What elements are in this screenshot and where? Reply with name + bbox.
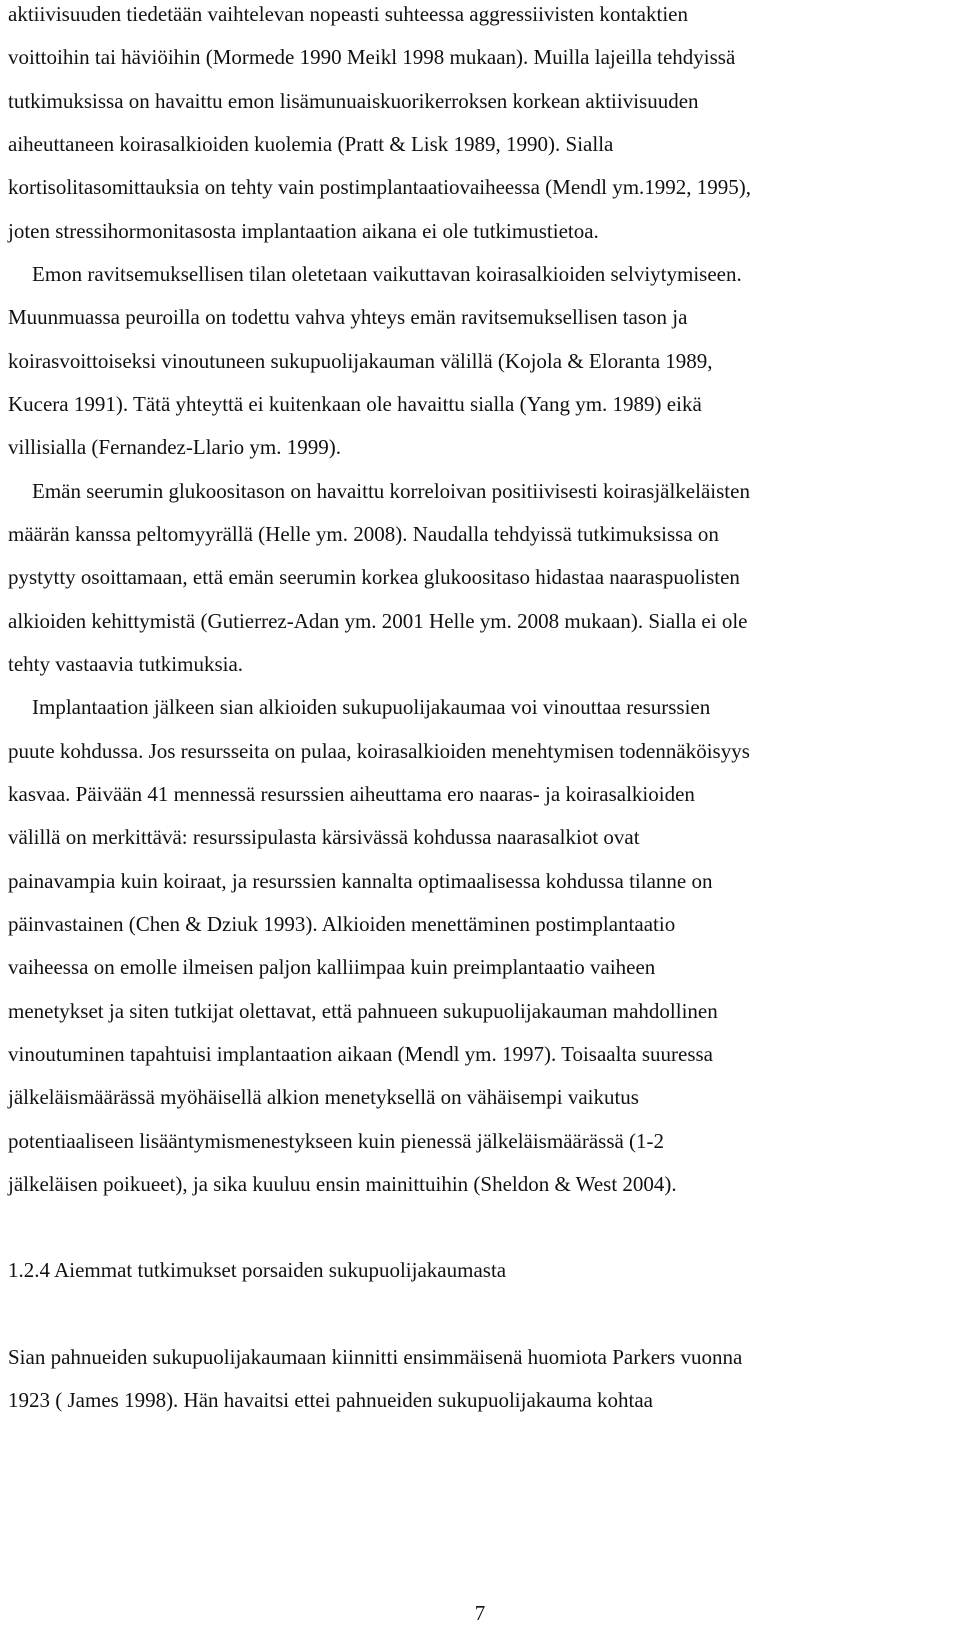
text-line: kortisolitasomittauksia on tehty vain postimplantaatiovaiheessa (Mendl ym.1992, 1995), bbox=[8, 175, 752, 199]
text-line: Kucera 1991). Tätä yhteyttä ei kuitenkaan ole havaittu sialla (Yang ym. 1989) eikä bbox=[8, 392, 702, 416]
text-line: Implantaation jälkeen sian alkioiden sukupuolijakaumaa voi vinouttaa resurssien bbox=[32, 695, 711, 719]
text-line: villisialla (Fernandez-Llario ym. 1999). bbox=[8, 435, 341, 459]
text-line: vaiheessa on emolle ilmeisen paljon kalliimpaa kuin preimplantaatio vaiheen bbox=[8, 955, 656, 979]
text-line: menetykset ja siten tutkijat olettavat, että pahnueen sukupuolijakauman mahdollinen bbox=[8, 999, 718, 1023]
text-line: voittoihin tai häviöihin (Mormede 1990 Meikl 1998 mukaan). Muilla lajeilla tehdyissä bbox=[8, 45, 736, 69]
text-line: tutkimuksissa on havaittu emon lisämunuaiskuorikerroksen korkean aktiivisuuden bbox=[8, 89, 699, 113]
text-line: Sian pahnueiden sukupuolijakaumaan kiinnitti ensimmäisenä huomiota Parkers vuonna bbox=[8, 1345, 743, 1369]
text-line: pystytty osoittamaan, että emän seerumin korkea glukoositaso hidastaa naaraspuolisten bbox=[8, 565, 740, 589]
text-line: jälkeläismäärässä myöhäisellä alkion menetyksellä on vähäisempi vaikutus bbox=[8, 1085, 639, 1109]
text-line: 1923 ( James 1998). Hän havaitsi ettei pahnueiden sukupuolijakauma kohtaa bbox=[8, 1388, 654, 1412]
text-line: koirasvoittoiseksi vinoutuneen sukupuolijakauman välillä (Kojola & Eloranta 1989, bbox=[8, 349, 713, 373]
text-line: joten stressihormonitasosta implantaation aikana ei ole tutkimustietoa. bbox=[8, 219, 599, 243]
text-line: painavampia kuin koiraat, ja resurssien kannalta optimaalisessa kohdussa tilanne on bbox=[8, 869, 713, 893]
section-heading: 1.2.4 Aiemmat tutkimukset porsaiden sukupuolijakaumasta bbox=[8, 1258, 507, 1282]
text-line: tehty vastaavia tutkimuksia. bbox=[8, 652, 244, 676]
text-line: vinoutuminen tapahtuisi implantaation aikaan (Mendl ym. 1997). Toisaalta suuressa bbox=[8, 1042, 713, 1066]
text-line: Emon ravitsemuksellisen tilan oletetaan vaikuttavan koirasalkioiden selviytymiseen. bbox=[32, 262, 742, 286]
page-number: 7 bbox=[474, 1601, 486, 1625]
text-line: alkioiden kehittymistä (Gutierrez-Adan ym. 2001 Helle ym. 2008 mukaan). Sialla ei ole bbox=[8, 609, 748, 633]
text-line: aktiivisuuden tiedetään vaihtelevan nopeasti suhteessa aggressiivisten kontaktien bbox=[8, 2, 688, 26]
text-line: päinvastainen (Chen & Dziuk 1993). Alkioiden menettäminen postimplantaatio bbox=[8, 912, 676, 936]
text-line: määrän kanssa peltomyyrällä (Helle ym. 2008). Naudalla tehdyissä tutkimuksissa on bbox=[8, 522, 719, 546]
text-line: jälkeläisen poikueet), ja sika kuuluu ensin mainittuihin (Sheldon & West 2004). bbox=[8, 1172, 677, 1196]
text-line: Emän seerumin glukoositason on havaittu korreloivan positiivisesti koirasjälkeläisten bbox=[32, 479, 750, 503]
text-line: puute kohdussa. Jos resursseita on pulaa, koirasalkioiden menehtymisen todennäköisyys bbox=[8, 739, 750, 763]
text-line: aiheuttaneen koirasalkioiden kuolemia (Pratt & Lisk 1989, 1990). Sialla bbox=[8, 132, 614, 156]
text-line: Muunmuassa peuroilla on todettu vahva yhteys emän ravitsemuksellisen tason ja bbox=[8, 305, 688, 329]
text-line: potentiaaliseen lisääntymismenestykseen kuin pienessä jälkeläismäärässä (1-2 bbox=[8, 1129, 665, 1153]
text-line: kasvaa. Päivään 41 mennessä resurssien aiheuttama ero naaras- ja koirasalkioiden bbox=[8, 782, 695, 806]
text-line: välillä on merkittävä: resurssipulasta kärsivässä kohdussa naarasalkiot ovat bbox=[8, 825, 640, 849]
